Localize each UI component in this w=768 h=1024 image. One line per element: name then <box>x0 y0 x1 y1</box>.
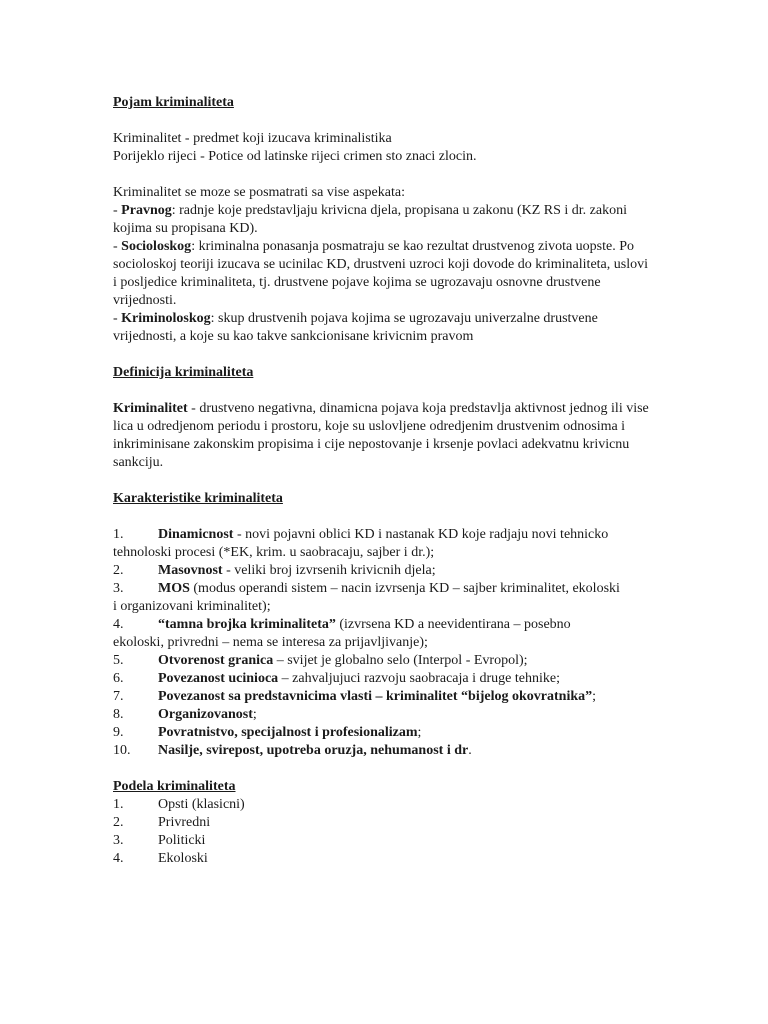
list-item: 2. Masovnost - veliki broj izvrsenih krivicnih djela; <box>113 563 436 578</box>
list-item: 3. MOS (modus operandi sistem – nacin izvrsenja KD – sajber kriminalitet, ekoloski i organizovani kriminalitet); <box>113 581 620 614</box>
karakteristike-list <box>113 526 653 760</box>
list-item: 5. Otvorenost granica – svijet je globalno selo (Interpol - Evropol); <box>113 653 528 668</box>
list-item: 1. Dinamicnost - novi pojavni oblici KD i nastanak KD koje radjaju novi tehnicko tehnoloski procesi (*EK, krim. u saobracaju, sajber i dr.); <box>113 527 609 560</box>
aspect-kriminoloskog: - Kriminoloskog: skup drustvenih pojava kojima se ugrozavaju univerzalne drustvene vrijednosti, a koje su kao takve sankcionisane krivicnim pravom <box>113 311 598 344</box>
document-page <box>113 94 653 868</box>
heading-definicija: Definicija kriminaliteta <box>113 365 254 380</box>
list-item: 1. Opsti (klasicni) <box>113 797 245 812</box>
list-item: 7. Povezanost sa predstavnicima vlasti – kriminalitet “bijelog okovratnika”; <box>113 689 597 704</box>
list-item: 9. Povratnistvo, specijalnost i profesionalizam; <box>113 725 422 740</box>
aspect-socioloskog: - Socioloskog: kriminalna ponasanja posmatraju se kao rezultat drustvenog zivota uopste. Po socioloskoj teoriji izucava se ucinilac KD, drustveni uzroci koji dovode do kriminaliteta, uslovi i posljedice kriminaliteta, tj. drustvene pojave kojima se ugrozavaju osnovne drustvene vrijednosti. <box>113 239 648 308</box>
definicija-paragraph: Kriminalitet - drustveno negativna, dinamicna pojava koja predstavlja aktivnost jednog ili vise lica u odredjenom periodu i prostoru, koje su uslovljene odredjenim drustvenim odnosima i inkriminisane zakonskim propisima i cije nepostovanje i krsenje povlaci adekvatnu krivicnu sankciju. <box>113 401 649 470</box>
pojam-line-2: Porijeklo rijeci - Potice od latinske rijeci crimen sto znaci zlocin. <box>113 149 477 164</box>
list-item: 4. Ekoloski <box>113 851 208 866</box>
aspect-pravnog: - Pravnog: radnje koje predstavljaju krivicna djela, propisana u zakonu (KZ RS i dr. zakoni kojima su propisana KD). <box>113 203 627 236</box>
heading-podela: Podela kriminaliteta <box>113 779 236 794</box>
list-item: 8. Organizovanost; <box>113 707 257 722</box>
list-item: 4. “tamna brojka kriminaliteta” (izvrsena KD a neevidentirana – posebno ekoloski, privredni – nema se interesa za prijavljivanje); <box>113 617 571 650</box>
list-item: 6. Povezanost ucinioca – zahvaljujuci razvoju saobracaja i druge tehnike; <box>113 671 560 686</box>
heading-karakteristike: Karakteristike kriminaliteta <box>113 491 283 506</box>
aspects-intro: Kriminalitet se moze se posmatrati sa vise aspekata: <box>113 185 405 200</box>
heading-pojam: Pojam kriminaliteta <box>113 95 234 110</box>
list-item: 3. Politicki <box>113 833 206 848</box>
podela-list <box>113 796 653 868</box>
list-item: 10. Nasilje, svirepost, upotreba oruzja, nehumanost i dr. <box>113 743 472 758</box>
list-item: 2. Privredni <box>113 815 211 830</box>
pojam-line-1: Kriminalitet - predmet koji izucava kriminalistika <box>113 131 392 146</box>
